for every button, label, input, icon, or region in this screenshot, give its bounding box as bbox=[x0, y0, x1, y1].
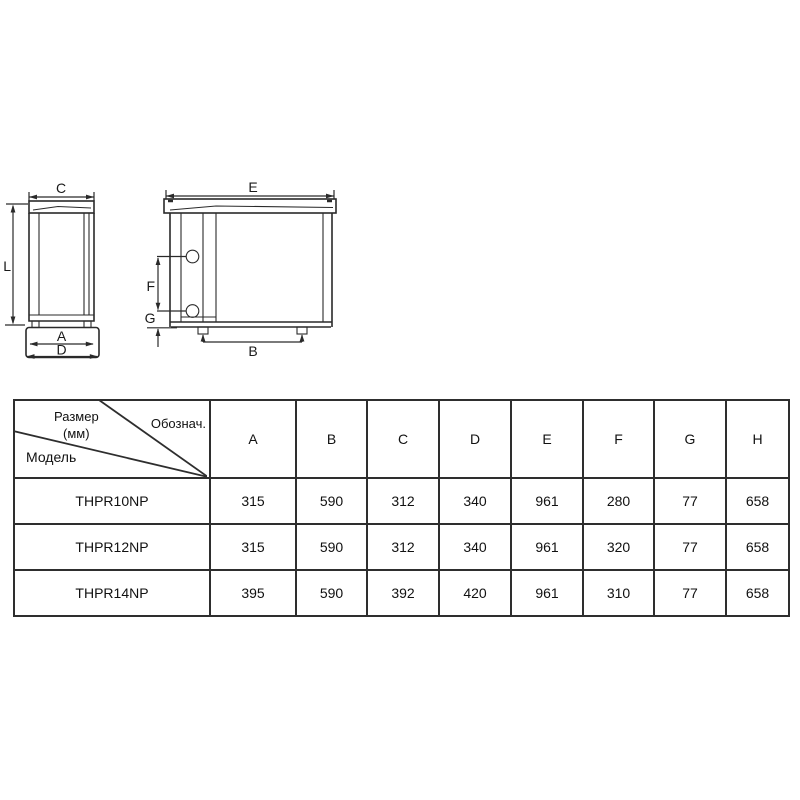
arrow-up-icon bbox=[156, 257, 161, 265]
dim-label-d: D bbox=[56, 341, 67, 358]
value-cell: 315 bbox=[210, 478, 296, 524]
front-view-drawing bbox=[145, 179, 336, 359]
arrow-up-icon bbox=[11, 205, 16, 213]
arrow-down-icon bbox=[156, 303, 161, 311]
value-cell: 392 bbox=[367, 570, 439, 616]
table-corner-cell bbox=[14, 400, 210, 478]
f-leader-lines bbox=[157, 257, 186, 312]
value-cell: 77 bbox=[654, 524, 726, 570]
header-row bbox=[14, 400, 789, 478]
value-cell: 312 bbox=[367, 524, 439, 570]
diagonal-lines bbox=[15, 401, 207, 477]
arrow-up-icon bbox=[201, 334, 206, 341]
value-cell: 590 bbox=[296, 524, 367, 570]
arrow-right-icon bbox=[326, 194, 334, 199]
model-cell: THPR10NP bbox=[14, 478, 210, 524]
value-cell: 961 bbox=[511, 524, 583, 570]
arrow-up-icon bbox=[300, 334, 305, 341]
model-label: Модель bbox=[26, 449, 77, 465]
arrow-left-icon bbox=[166, 194, 174, 199]
side-foot-right bbox=[84, 321, 91, 328]
side-cap-lid-line bbox=[33, 207, 91, 211]
arrow-left-icon bbox=[29, 195, 37, 200]
corner-diagonals bbox=[15, 401, 209, 477]
value-cell: 315 bbox=[210, 524, 296, 570]
designation-label: Обознач. bbox=[150, 416, 206, 431]
col-header-d: D bbox=[439, 400, 511, 478]
value-cell: 320 bbox=[583, 524, 654, 570]
side-body-panel-lines bbox=[39, 213, 89, 315]
front-foot-right bbox=[297, 327, 307, 334]
arrow-up-icon bbox=[156, 328, 161, 336]
table-row bbox=[14, 570, 789, 616]
dim-label-a: A bbox=[56, 328, 67, 344]
front-bottom-band bbox=[170, 322, 332, 327]
value-cell: 280 bbox=[583, 478, 654, 524]
value-cell: 312 bbox=[367, 478, 439, 524]
value-cell: 590 bbox=[296, 570, 367, 616]
arrow-right-icon bbox=[86, 195, 94, 200]
front-body-panel-lines bbox=[181, 213, 323, 322]
value-cell: 77 bbox=[654, 478, 726, 524]
value-cell: 310 bbox=[583, 570, 654, 616]
technical-drawing bbox=[0, 0, 800, 392]
col-header-g: G bbox=[654, 400, 726, 478]
size-unit-label: (мм) bbox=[63, 426, 90, 441]
model-cell: THPR14NP bbox=[14, 570, 210, 616]
value-cell: 658 bbox=[726, 524, 789, 570]
col-header-c: C bbox=[367, 400, 439, 478]
value-cell: 395 bbox=[210, 570, 296, 616]
size-label: Размер bbox=[54, 409, 99, 424]
dim-label-f: F bbox=[146, 278, 155, 294]
pipe-port-lower-icon bbox=[186, 305, 199, 318]
dim-label-e: E bbox=[248, 179, 258, 195]
b-dim-line bbox=[203, 335, 302, 342]
col-header-a: A bbox=[210, 400, 296, 478]
value-cell: 658 bbox=[726, 570, 789, 616]
value-cell: 340 bbox=[439, 524, 511, 570]
dim-label-c: C bbox=[55, 180, 67, 196]
value-cell: 590 bbox=[296, 478, 367, 524]
table-row bbox=[14, 524, 789, 570]
dim-label-l: L bbox=[3, 258, 11, 274]
dim-label-b: B bbox=[248, 343, 258, 359]
dimensions-table bbox=[13, 399, 790, 617]
value-cell: 961 bbox=[511, 570, 583, 616]
side-view-drawing bbox=[3, 180, 99, 359]
value-cell: 340 bbox=[439, 478, 511, 524]
value-cell: 658 bbox=[726, 478, 789, 524]
col-header-f: F bbox=[583, 400, 654, 478]
front-body-sides bbox=[170, 213, 332, 327]
model-cell: THPR12NP bbox=[14, 524, 210, 570]
arrow-down-icon bbox=[11, 317, 16, 325]
side-foot-left bbox=[32, 321, 39, 328]
value-cell: 961 bbox=[511, 478, 583, 524]
col-header-b: B bbox=[296, 400, 367, 478]
front-cap-lid-line bbox=[170, 206, 333, 210]
arrow-left-icon bbox=[30, 342, 38, 347]
value-cell: 77 bbox=[654, 570, 726, 616]
col-header-e: E bbox=[511, 400, 583, 478]
table-row bbox=[14, 478, 789, 524]
arrow-right-icon bbox=[86, 342, 94, 347]
col-header-h: H bbox=[726, 400, 789, 478]
dim-label-g: G bbox=[144, 310, 156, 326]
pipe-port-upper-icon bbox=[186, 250, 199, 263]
front-foot-left bbox=[198, 327, 208, 334]
value-cell: 420 bbox=[439, 570, 511, 616]
